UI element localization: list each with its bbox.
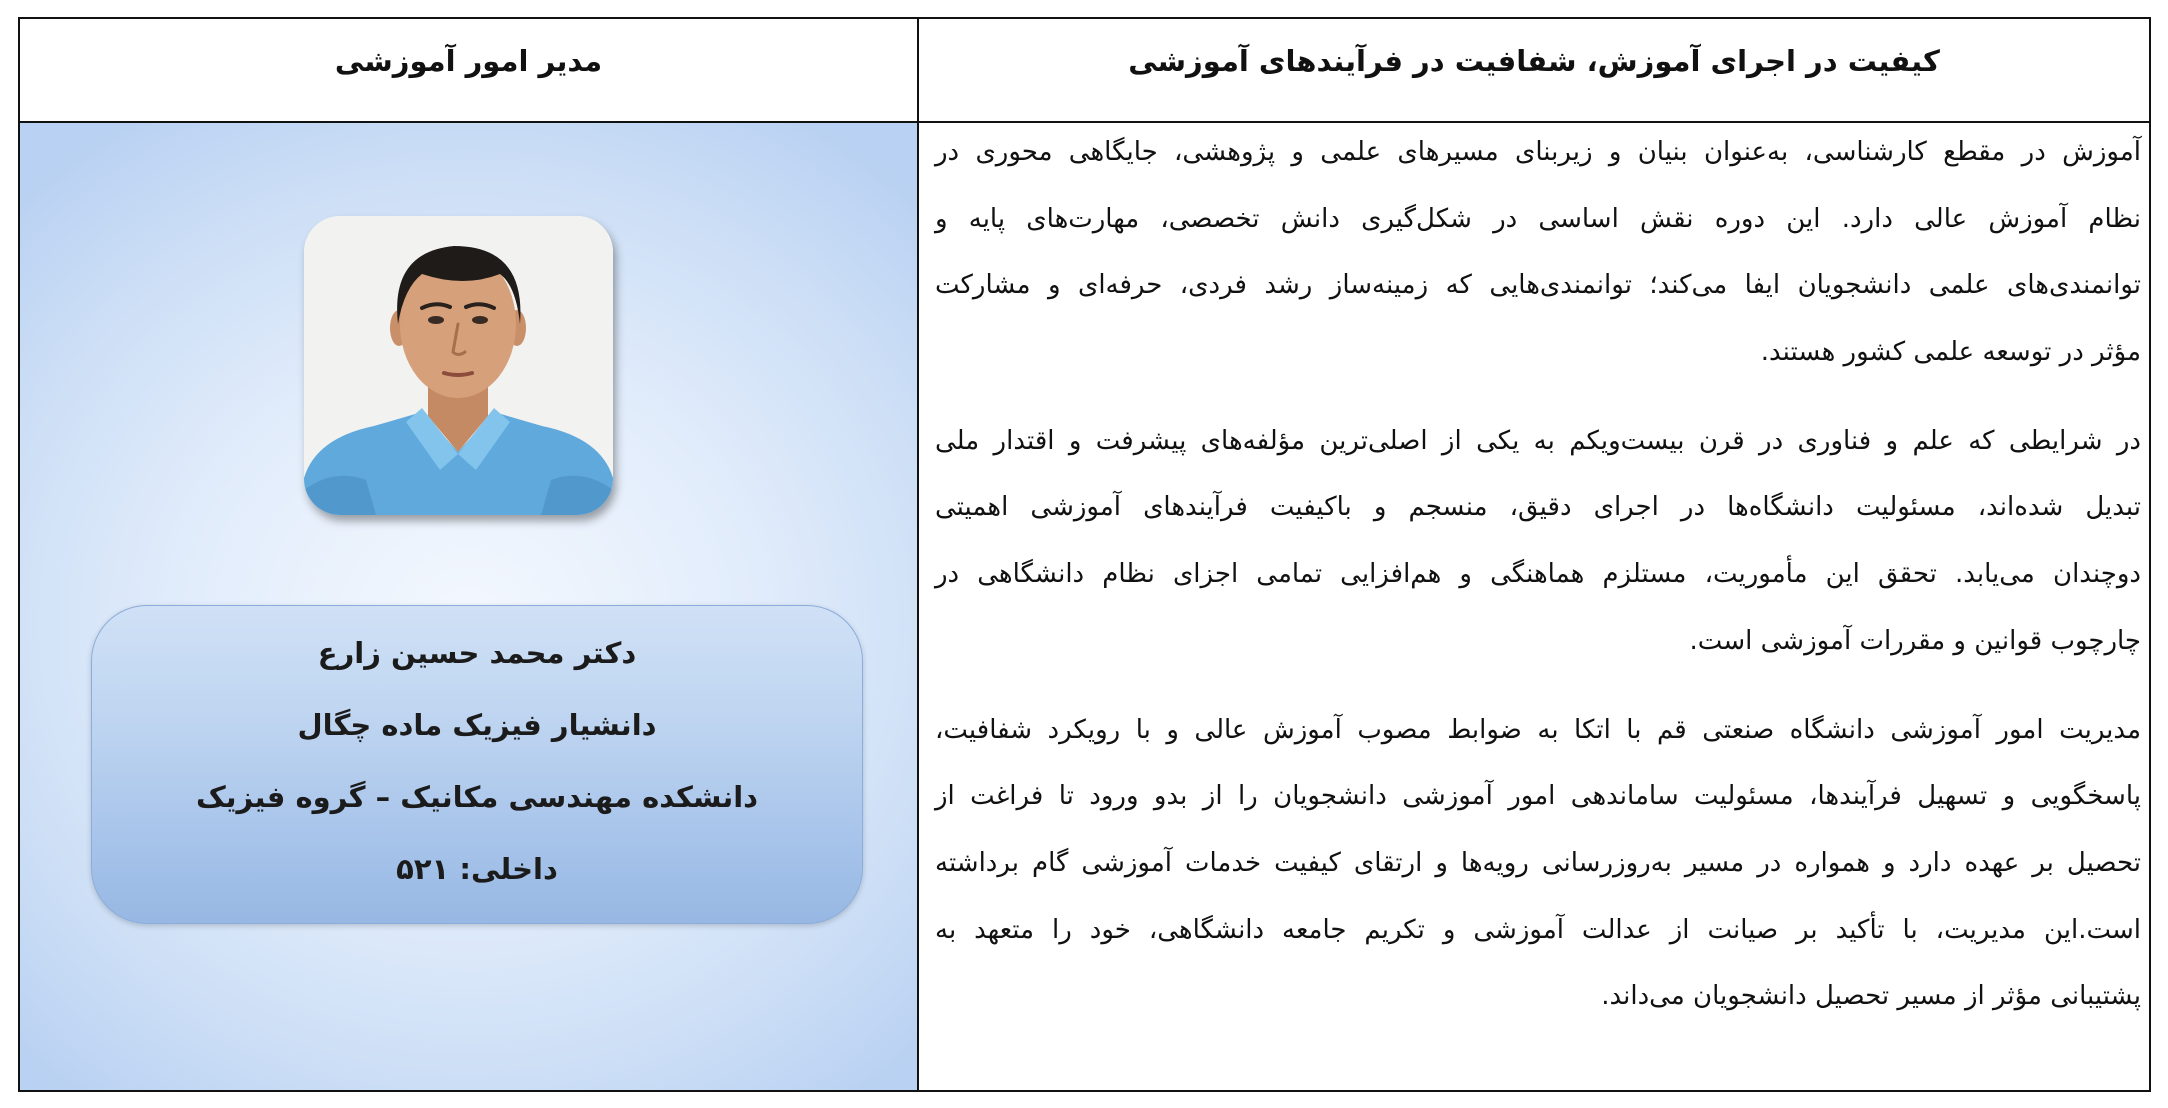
article-line: است.این مدیریت، با تأکید بر صیانت از عدالت آموزشی و تکریم جامعه دانشگاهی، خود را متعهد به <box>935 914 2141 945</box>
article-paragraph <box>935 408 2141 675</box>
profile-photo <box>304 216 613 515</box>
content-column-header <box>919 19 2149 121</box>
article-paragraph <box>935 119 2141 386</box>
article-line: آموزش در مقطع کارشناسی، به‌عنوان بنیان و زیربنای مسیرهای علمی و پژوهشی، جایگاهی محوری در <box>935 137 2141 167</box>
article-line: نظام آموزش عالی دارد. این دوره نقش اساسی در شکل‌گیری دانش تخصصی، مهارت‌های پایه و <box>935 203 2141 234</box>
eye-left <box>428 316 444 324</box>
eye-right <box>472 316 488 324</box>
portrait-mouth <box>444 373 472 375</box>
portrait-image <box>304 216 613 515</box>
article-line: در شرایطی که علم و فناوری در قرن بیست‌ویکم به یکی از اصلی‌ترین مؤلفه‌های پیشرفت و اقتدار ملی <box>935 425 2141 456</box>
profile-academic-rank: دانشیار فیزیک ماده چگال <box>297 708 657 742</box>
profile-department: دانشکده مهندسی مکانیک – گروه فیزیک <box>195 780 759 814</box>
article-line: مؤثر در توسعه علمی کشور هستند. <box>1760 337 2141 368</box>
article-line: تبدیل شده‌اند، مسئولیت دانشگاه‌ها در اجرای دقیق، منسجم و باکیفیت فرآیندهای آموزشی اهمیتی <box>935 492 2141 523</box>
profile-name: دکتر محمد حسین زارع <box>317 636 637 670</box>
article-line: تحصیل بر عهده دارد و همواره در مسیر به‌روزرسانی رویه‌ها و ارتقای کیفیت خدمات آموزشی گام برداشته <box>935 847 2141 878</box>
article-line: چارچوب قوانین و مقررات آموزشی است. <box>1689 625 2141 656</box>
article-line: دوچندان می‌یابد. تحقق این مأموریت، مستلزم هماهنگی و هم‌افزایی تمامی اجزای نظام دانشگاهی در <box>935 559 2141 590</box>
column-divider <box>917 17 919 1092</box>
article-paragraph <box>935 697 2141 1030</box>
profile-phone-extension: داخلی: ۵۲۱ <box>396 852 558 886</box>
article-line: پاسخگویی و تسهیل فرآیندها، مسئولیت ساماندهی امور آموزشی دانشجویان را از بدو ورود تا فراغت از <box>935 781 2141 812</box>
profile-card <box>91 605 863 924</box>
article-line: مدیریت امور آموزشی دانشگاه صنعتی قم با اتکا به ضوابط مصوب آموزش عالی و با رویکرد شفافیت، <box>935 714 2141 745</box>
profile-column-title: مدیر امور آموزشی <box>334 44 603 78</box>
profile-column-header <box>20 19 917 121</box>
article-body <box>935 119 2141 1030</box>
content-column-title: کیفیت در اجرای آموزش، شفافیت در فرآیندهای آموزشی <box>1128 44 1940 78</box>
article-line: پشتیبانی مؤثر از مسیر تحصیل دانشجویان می‌داند. <box>1601 981 2141 1012</box>
article-line: توانمندی‌های علمی دانشجویان ایفا می‌کند؛ توانمندی‌هایی که زمینه‌ساز رشد فردی، حرفه‌ای و مشارکت <box>935 270 2141 301</box>
